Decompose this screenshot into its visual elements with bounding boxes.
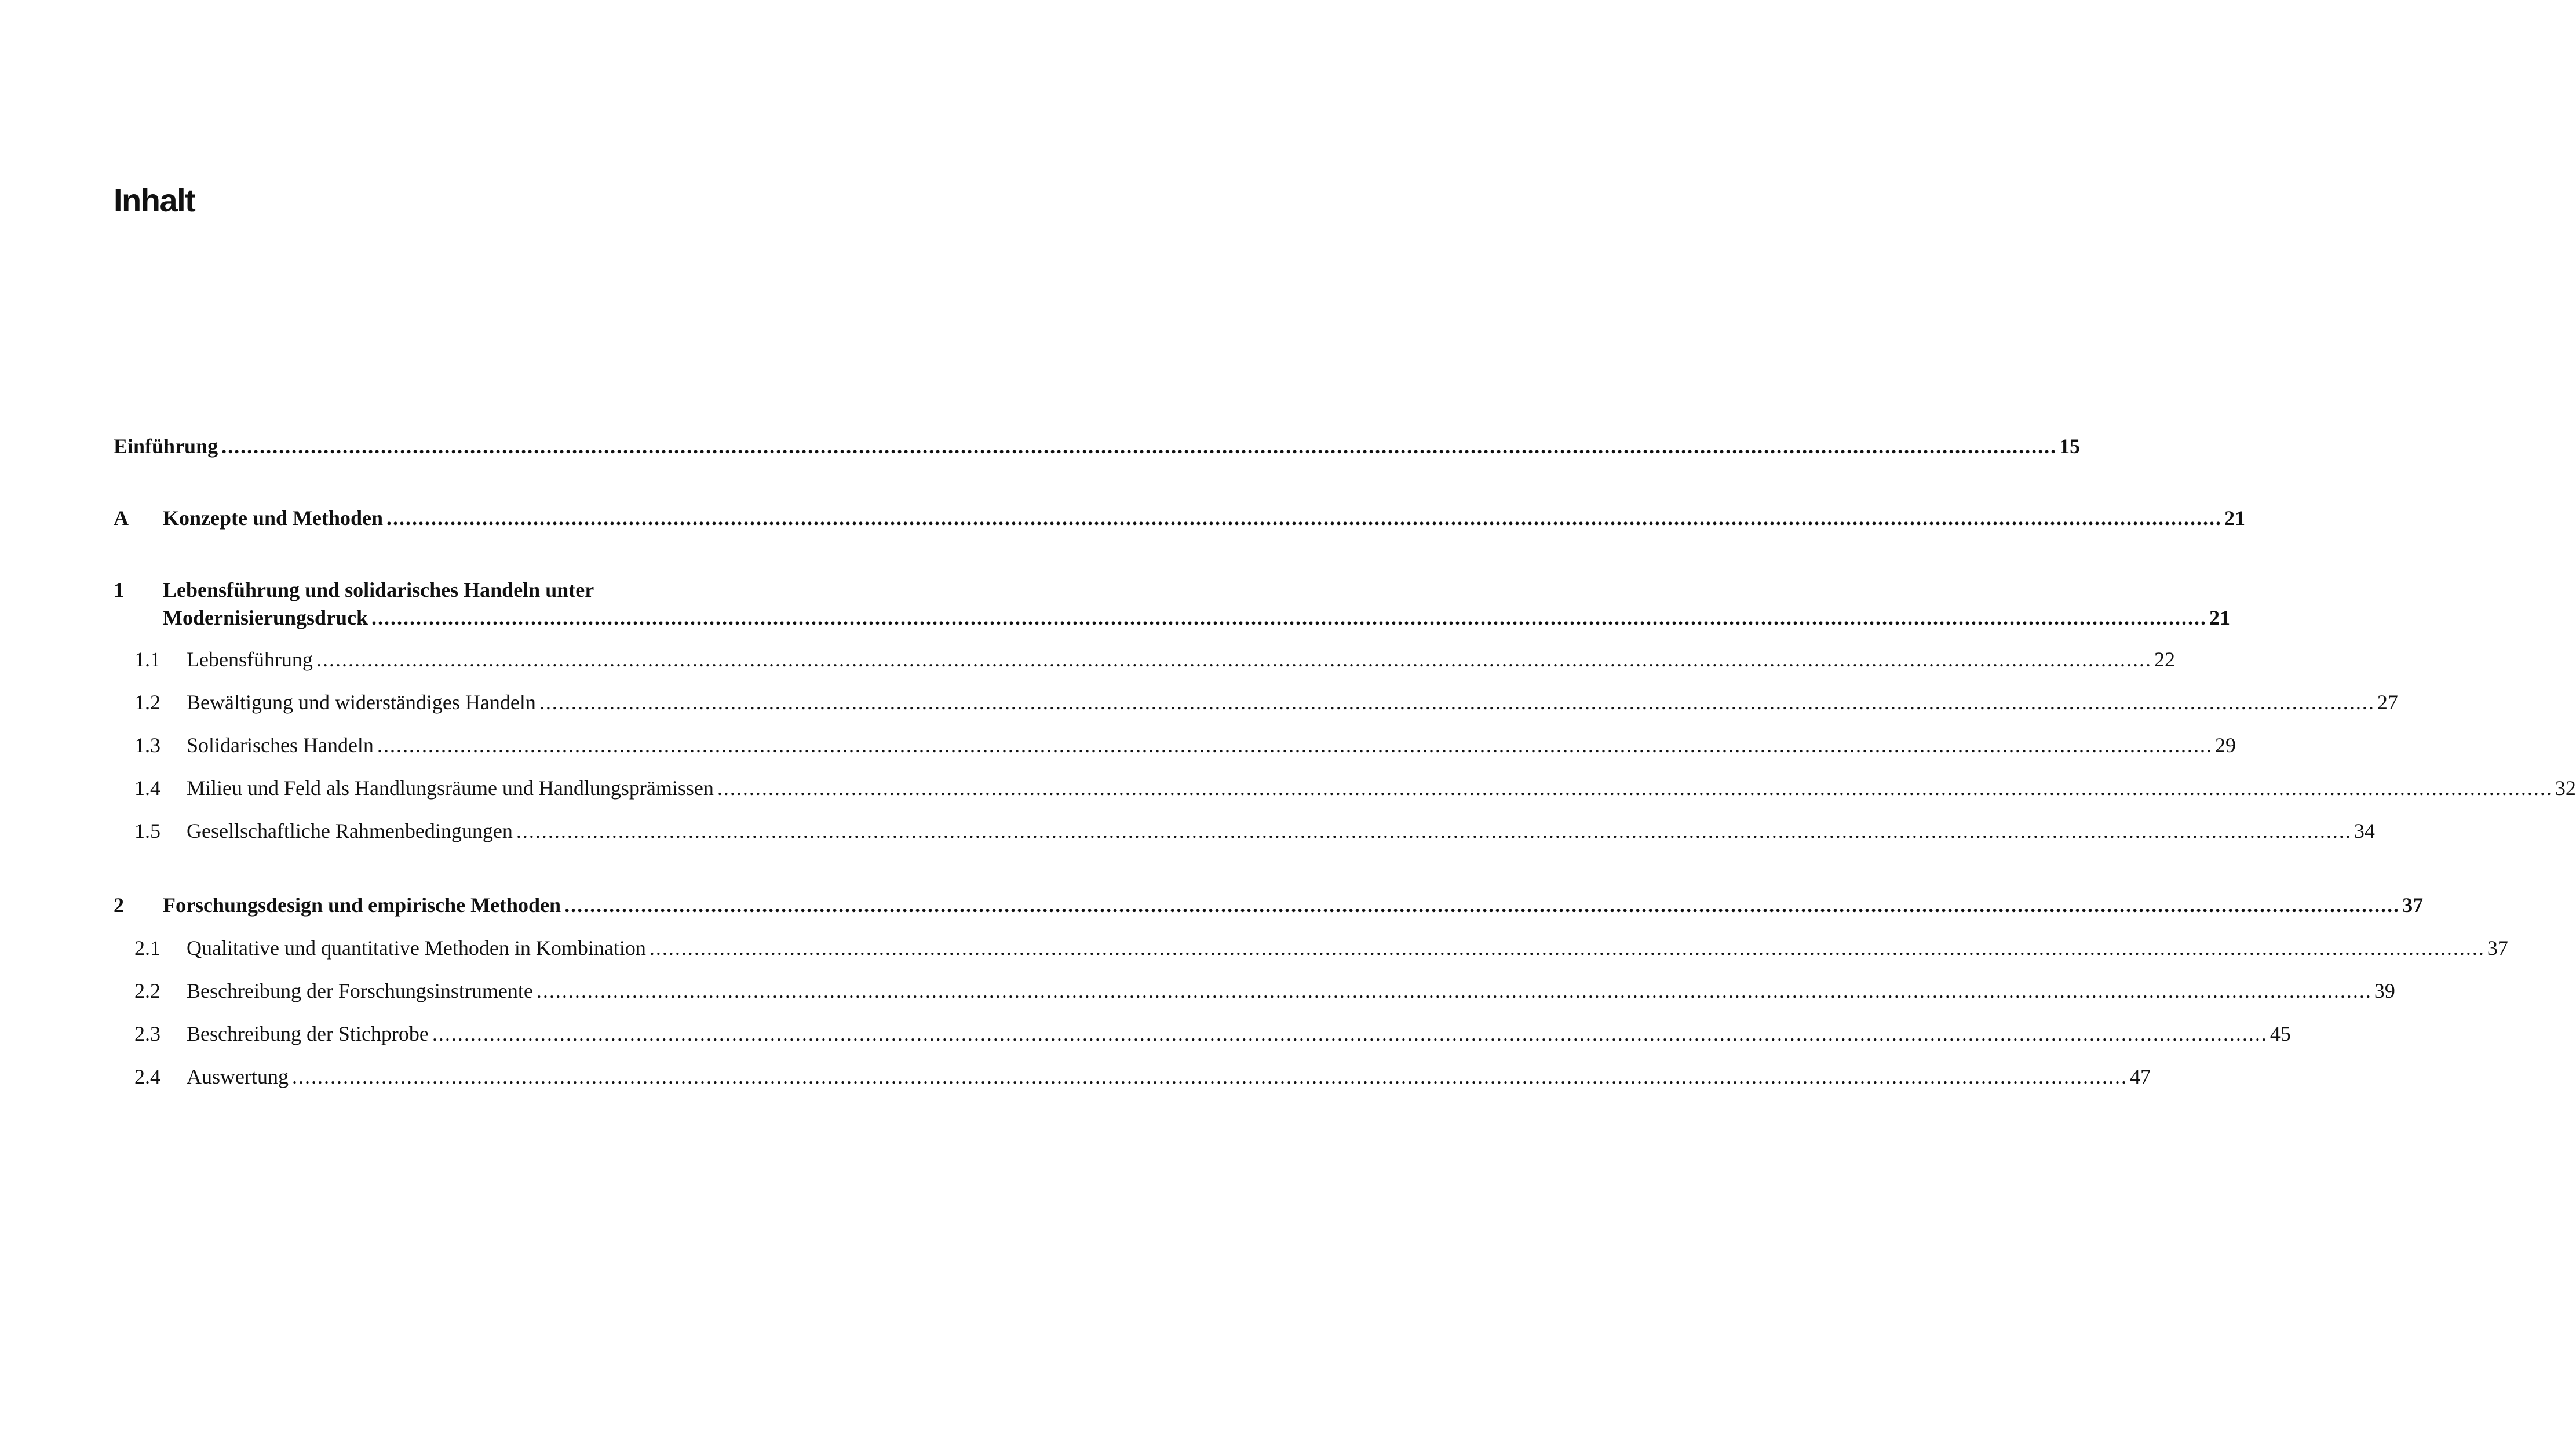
- page-title: Inhalt: [114, 182, 195, 218]
- dot-leader: ................................................................................................................................................................................................................................................................................................: [316, 648, 2152, 671]
- dot-leader: ................................................................................................................................................................................................................................................................................................: [516, 819, 2352, 842]
- toc-entry-page: 37: [2487, 936, 2508, 960]
- toc-entry-label: Einführung: [114, 435, 218, 458]
- toc-entry-section-2-4[interactable]: [114, 1065, 2151, 1109]
- toc-entry-page: 45: [2269, 1022, 2291, 1045]
- toc-entry-number: 1.5: [134, 819, 160, 842]
- toc-entry-section-1-2[interactable]: [114, 691, 2398, 735]
- toc-entry-section-1-4[interactable]: [114, 776, 2576, 820]
- toc-entry-number: 1: [114, 578, 124, 601]
- toc-entry-page: 29: [2214, 734, 2236, 757]
- toc-entry-page: 15: [2059, 435, 2081, 458]
- toc-entry-label: Konzepte und Methoden: [163, 506, 384, 530]
- toc-entry-page: 32: [2555, 776, 2576, 800]
- toc-entry-label: Qualitative und quantitative Methoden in Kombination: [187, 936, 646, 960]
- toc-entry-section-2-1[interactable]: [114, 936, 2508, 980]
- dot-leader: ................................................................................................................................................................................................................................................................................................: [564, 893, 2400, 917]
- toc-entry-part-a[interactable]: [114, 506, 2246, 550]
- dot-leader: ................................................................................................................................................................................................................................................................................................: [539, 691, 2375, 714]
- toc-entry-chapter-2[interactable]: [114, 893, 2424, 938]
- toc-entry-number: 1.1: [134, 648, 160, 671]
- toc-entry-number: 1.3: [134, 734, 160, 757]
- toc-entry-section-2-2[interactable]: [114, 979, 2395, 1023]
- toc-entry-label: Gesellschaftliche Rahmenbedingungen: [187, 819, 513, 842]
- toc-entry-label: Forschungsdesign und empirische Methoden: [163, 893, 561, 917]
- toc-entry-page: 27: [2377, 691, 2398, 714]
- toc-entry-number: 2.2: [134, 979, 160, 1002]
- toc-entry-section-1-5[interactable]: [114, 819, 2375, 863]
- dot-leader: ................................................................................................................................................................................................................................................................................................: [371, 606, 2208, 629]
- toc-entry-section-1-1[interactable]: [114, 648, 2175, 692]
- toc-entry-page: 47: [2129, 1065, 2151, 1088]
- dot-leader: ................................................................................................................................................................................................................................................................................................: [717, 776, 2553, 800]
- toc-entry-number: 2: [114, 893, 124, 917]
- toc-entry-page: 39: [2374, 979, 2395, 1002]
- dot-leader: ................................................................................................................................................................................................................................................................................................: [649, 936, 2485, 960]
- toc-entry-number: A: [114, 506, 129, 530]
- toc-entry-label: Beschreibung der Forschungsinstrumente: [187, 979, 533, 1002]
- toc-entry-label: Lebensführung: [187, 648, 313, 671]
- toc-entry-label: Auswertung: [187, 1065, 289, 1088]
- toc-entry-chapter-1[interactable]: [114, 578, 2231, 649]
- dot-leader: ................................................................................................................................................................................................................................................................................................: [536, 979, 2372, 1002]
- toc-entry-label: Beschreibung der Stichprobe: [187, 1022, 429, 1045]
- toc-entry-page: 34: [2354, 819, 2375, 842]
- toc-entry-label: Milieu und Feld als Handlungsräume und Handlungsprämissen: [187, 776, 714, 800]
- toc-entry-label-line2: Modernisierungsdruck: [163, 606, 368, 629]
- dot-leader: ................................................................................................................................................................................................................................................................................................: [386, 506, 2223, 530]
- toc-entry-section-1-3[interactable]: [114, 734, 2236, 778]
- toc-entry-label: Bewältigung und widerständiges Handeln: [187, 691, 536, 714]
- toc-entry-page: 37: [2402, 893, 2424, 917]
- table-of-contents: [114, 435, 2576, 1109]
- toc-entry-page: 21: [2209, 606, 2231, 629]
- toc-entry-number: 2.4: [134, 1065, 160, 1088]
- dot-leader: ................................................................................................................................................................................................................................................................................................: [291, 1065, 2128, 1088]
- toc-entry-section-2-3[interactable]: [114, 1022, 2291, 1066]
- toc-entry-page: 22: [2154, 648, 2175, 671]
- toc-entry-page: 21: [2224, 506, 2246, 530]
- dot-leader: ................................................................................................................................................................................................................................................................................................: [432, 1022, 2268, 1045]
- toc-entry-einfuehrung[interactable]: [114, 435, 2081, 479]
- dot-leader: ................................................................................................................................................................................................................................................................................................: [377, 734, 2213, 757]
- toc-entry-number: 1.4: [134, 776, 160, 800]
- toc-entry-label-line1: Lebensführung und solidarisches Handeln unter: [163, 578, 594, 601]
- dot-leader: ................................................................................................................................................................................................................................................................................................: [221, 435, 2057, 458]
- toc-entry-number: 2.1: [134, 936, 160, 960]
- toc-entry-number: 2.3: [134, 1022, 160, 1045]
- toc-entry-number: 1.2: [134, 691, 160, 714]
- toc-entry-label: Solidarisches Handeln: [187, 734, 374, 757]
